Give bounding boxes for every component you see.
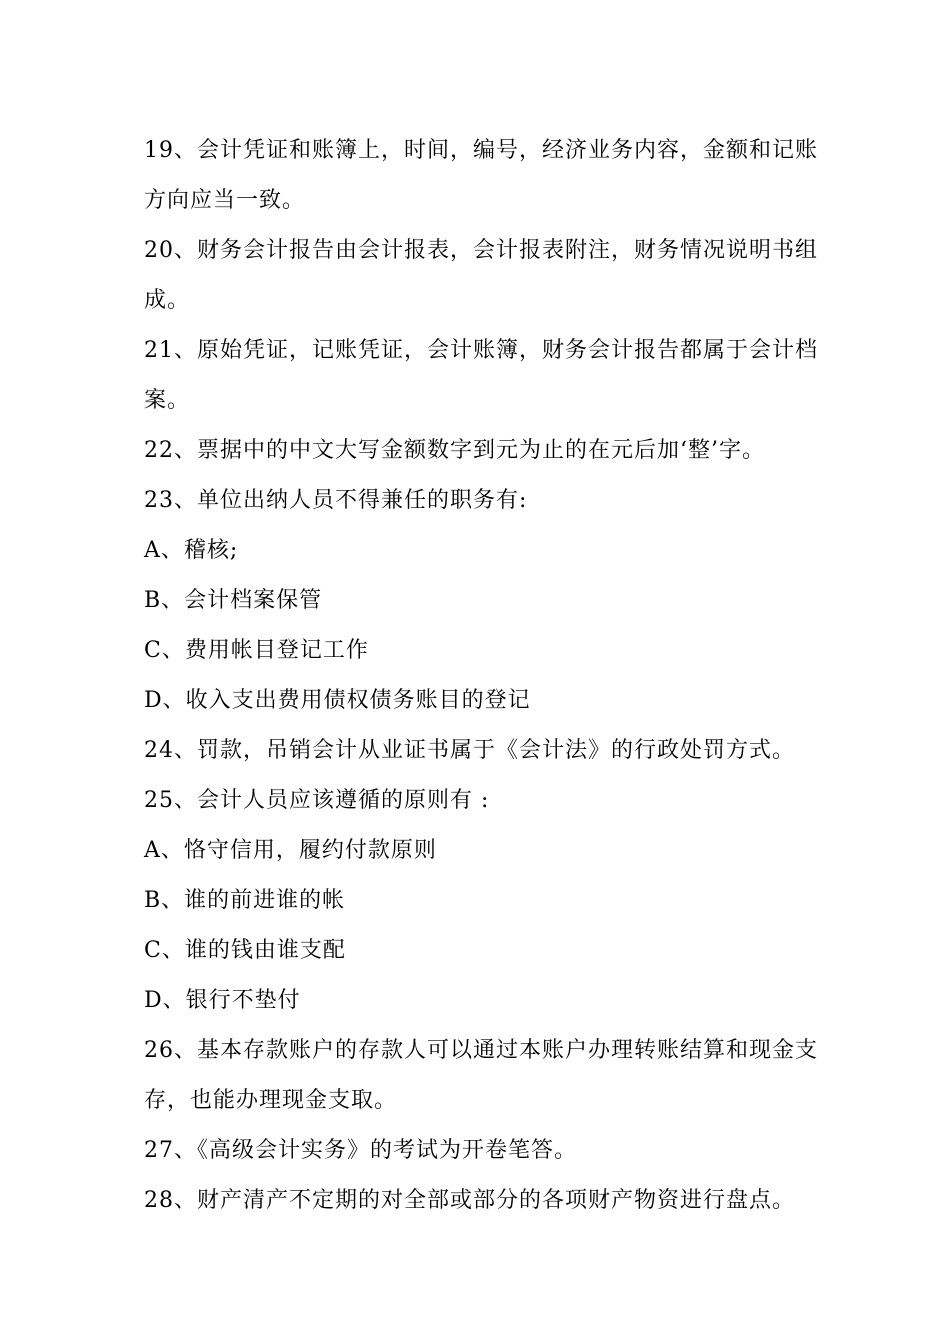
- option-23-a: A、稽核;: [144, 538, 239, 563]
- option-25-c: C、谁的钱由谁支配: [144, 938, 346, 963]
- option-25-a: A、恪守信用，履约付款原则: [144, 838, 437, 863]
- option-25-d: D、银行不垫付: [144, 988, 301, 1013]
- text-line-19: 19、会计凭证和账簿上，时间，编号，经济业务内容，金额和记账: [144, 138, 818, 163]
- text-line-28: 28、财产清产不定期的对全部或部分的各项财产物资进行盘点。: [144, 1188, 795, 1213]
- text-line-26-cont: 存，也能办理现金支取。: [144, 1088, 398, 1113]
- text-line-21-cont: 案。: [144, 388, 191, 413]
- text-line-20: 20、财务会计报告由会计报表，会计报表附注，财务情况说明书组: [144, 238, 818, 263]
- option-23-c: C、费用帐目登记工作: [144, 638, 369, 663]
- option-25-b: B、谁的前进谁的帐: [144, 888, 346, 913]
- text-line-20-cont: 成。: [144, 288, 191, 313]
- text-line-25: 25、会计人员应该遵循的原则有 :: [144, 788, 490, 813]
- text-line-19-cont: 方向应当一致。: [144, 188, 306, 213]
- text-line-21: 21、原始凭证，记账凭证，会计账簿，财务会计报告都属于会计档: [144, 338, 818, 363]
- text-line-22: 22、票据中的中文大写金额数字到元为止的在元后加‘整’字。: [144, 438, 765, 463]
- text-line-26: 26、基本存款账户的存款人可以通过本账户办理转账结算和现金支: [144, 1038, 818, 1063]
- option-23-b: B、会计档案保管: [144, 588, 323, 613]
- text-line-24: 24、罚款，吊销会计从业证书属于《会计法》的行政处罚方式。: [144, 738, 795, 763]
- text-line-27: 27、《高级会计实务》的考试为开卷笔答。: [144, 1138, 577, 1163]
- option-23-d: D、收入支出费用债权债务账目的登记: [144, 688, 531, 713]
- text-line-23: 23、单位出纳人员不得兼任的职务有:: [144, 488, 528, 513]
